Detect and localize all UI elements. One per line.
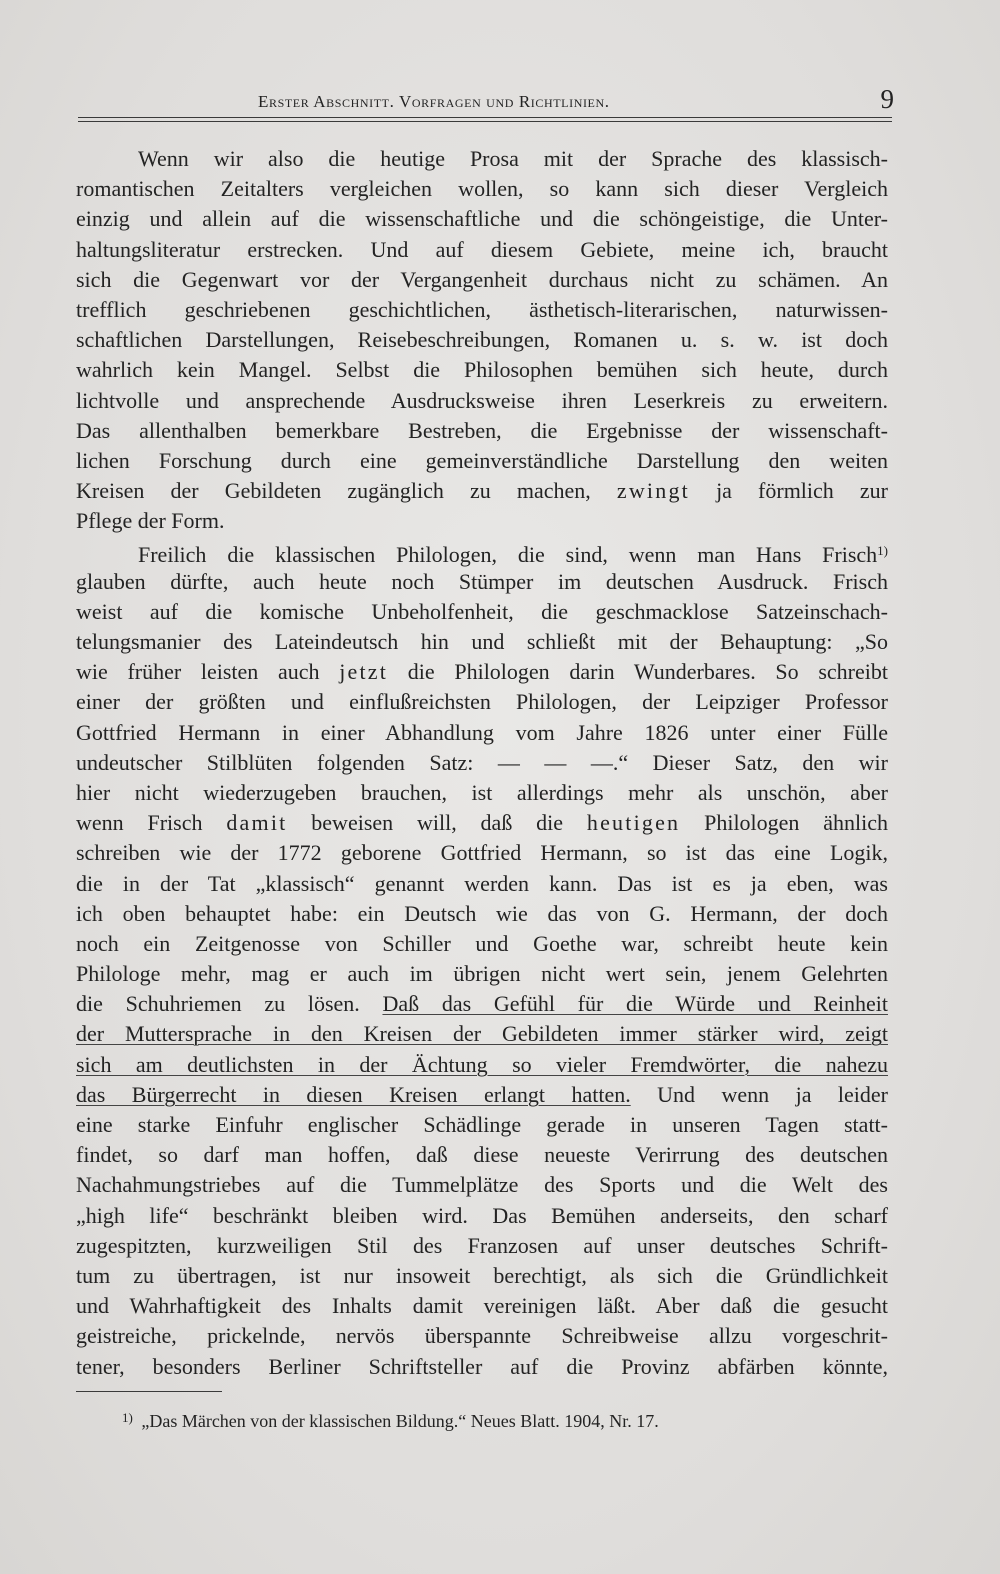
footnote-text: „Das Märchen von der klassischen Bildung.“ Neues Blatt. 1904, Nr. 17.	[141, 1411, 659, 1431]
underlined-passage: das Bürgerrecht in diesen Kreisen erlangt hatten.	[76, 1081, 631, 1107]
footnote-reference: 1)	[877, 543, 888, 559]
text-line: Gottfried Hermann in einer Abhandlung vom Jahre 1826 unter einer Fülle	[76, 719, 888, 745]
text-line	[76, 657, 888, 687]
text-line: haltungsliteratur erstrecken. Und auf diesem Gebiete, meine ich, braucht	[76, 236, 888, 262]
text-line: Pflege der Form.	[76, 508, 225, 534]
text-line	[76, 536, 888, 566]
underlined-passage: der Muttersprache in den Kreisen der Gebildeten immer stärker wird, zeigt	[76, 1021, 888, 1047]
text-segment: Und wenn ja leider	[657, 1081, 889, 1107]
footnote	[122, 1410, 659, 1432]
text-line: zugespitzten, kurzweiligen Stil des Franzosen auf unser deutsches Schrift-	[76, 1232, 888, 1258]
page-number: 9	[880, 84, 894, 114]
text-line: „high life“ beschränkt bleiben wird. Das Bemühen anderseits, den scharf	[76, 1202, 888, 1228]
spaced-emphasis: damit	[226, 810, 288, 836]
text-line: wahrlich kein Mangel. Selbst die Philosophen bemühen sich heute, durch	[76, 357, 888, 383]
body-text	[76, 144, 888, 1382]
text-line: romantischen Zeitalters vergleichen wollen, so kann sich dieser Vergleich	[76, 176, 888, 202]
text-line: noch ein Zeitgenosse von Schiller und Goethe war, schreibt heute kein	[76, 930, 888, 956]
text-line: die in der Tat „klassisch“ genannt werden kann. Das ist es ja eben, was	[76, 870, 888, 896]
underlined-passage: sich am deutlichsten in der Ächtung so vieler Fremdwörter, die nahezu	[76, 1051, 888, 1077]
text-line: telungsmanier des Lateindeutsch hin und schließt mit der Behauptung: „So	[76, 629, 888, 654]
text-segment: beweisen will, daß die	[311, 810, 564, 836]
text-line: lichtvolle und ansprechende Ausdrucksweise ihren Leserkreis zu erweitern.	[76, 387, 888, 413]
spaced-emphasis: jetzt	[339, 659, 389, 685]
text-line: Philologe mehr, mag er auch im übrigen nicht wert sein, jenem Gelehrten	[76, 961, 888, 987]
text-line	[76, 1050, 888, 1080]
text-line	[76, 808, 888, 838]
text-segment: Freilich die klassischen Philologen, die sind, wenn man Hans Frisch	[138, 542, 878, 568]
text-line: tener, besonders Berliner Schriftsteller auf die Provinz abfärben könnte,	[76, 1353, 888, 1379]
text-line: einzig und allein auf die wissenschaftliche und die schöngeistige, die Unter-	[76, 206, 888, 232]
text-segment: die Schuhriemen zu lösen.	[76, 991, 360, 1017]
text-segment: wie früher leisten auch	[76, 659, 320, 685]
text-line: weist auf die komische Unbeholfenheit, die geschmacklose Satzeinschach-	[76, 598, 888, 624]
text-line: schreiben wie der 1772 geborene Gottfried Hermann, so ist das eine Logik,	[76, 840, 888, 866]
text-line: hier nicht wiederzugeben brauchen, ist allerdings mehr als unschön, aber	[76, 779, 888, 805]
text-line: undeutscher Stilblüten folgenden Satz: — — —.“ Dieser Satz, den wir	[76, 749, 888, 775]
text-line: glauben dürfte, auch heute noch Stümper im deutschen Ausdruck. Frisch	[76, 568, 888, 594]
text-line: lichen Forschung durch eine gemeinverständliche Darstellung den weiten	[76, 447, 888, 473]
spaced-emphasis: heutigen	[586, 810, 681, 836]
text-line: einer der größten und einflußreichsten Philologen, der Leipziger Professor	[76, 689, 888, 715]
text-line: tum zu übertragen, ist nur insoweit berechtigt, als sich die Gründlichkeit	[76, 1262, 888, 1288]
text-line: trefflich geschriebenen geschichtlichen, ästhetisch-literarischen, naturwissen-	[76, 296, 888, 322]
text-line: sich die Gegenwart vor der Vergangenheit durchaus nicht zu schämen. An	[76, 266, 888, 292]
text-line: geistreiche, prickelnde, nervös überspannte Schreibweise allzu vorgeschrit-	[76, 1323, 888, 1349]
text-line: und Wahrhaftigkeit des Inhalts damit vereinigen läßt. Aber daß die gesucht	[76, 1293, 888, 1319]
text-line: Das allenthalben bemerkbare Bestreben, die Ergebnisse der wissenschaft-	[76, 417, 888, 443]
text-line: Wenn wir also die heutige Prosa mit der Sprache des klassisch-	[138, 146, 888, 171]
text-line: ich oben behauptet habe: ein Deutsch wie das von G. Hermann, der doch	[76, 900, 888, 926]
text-line: findet, so darf man hoffen, daß diese neueste Verirrung des deutschen	[76, 1142, 888, 1168]
text-line	[76, 1019, 888, 1049]
text-line	[76, 989, 888, 1019]
spaced-emphasis: zwingt	[616, 478, 690, 504]
text-segment: wenn Frisch	[76, 810, 203, 836]
text-segment: die Philologen darin Wunderbares. So schreibt	[407, 659, 888, 685]
text-segment: ja förmlich zur	[716, 478, 888, 504]
running-head-title: Erster Abschnitt. Vorfragen und Richtlinien.	[258, 92, 610, 111]
footnote-mark: 1)	[122, 1410, 133, 1425]
text-line	[76, 476, 888, 506]
text-line: Nachahmungstriebes auf die Tummelplätze des Sports und die Welt des	[76, 1172, 888, 1198]
text-line: schaftlichen Darstellungen, Reisebeschreibungen, Romanen u. s. w. ist doch	[76, 327, 888, 353]
header-double-rule	[78, 117, 892, 122]
text-segment: Philologen ähnlich	[704, 810, 889, 836]
underlined-passage: Daß das Gefühl für die Würde und Reinheit	[382, 991, 888, 1017]
text-segment: Kreisen der Gebildeten zugänglich zu machen,	[76, 478, 591, 504]
text-line: eine starke Einfuhr englischer Schädlinge gerade in unseren Tagen statt-	[76, 1112, 888, 1137]
text-line	[76, 1080, 888, 1110]
footnote-rule	[76, 1391, 222, 1392]
